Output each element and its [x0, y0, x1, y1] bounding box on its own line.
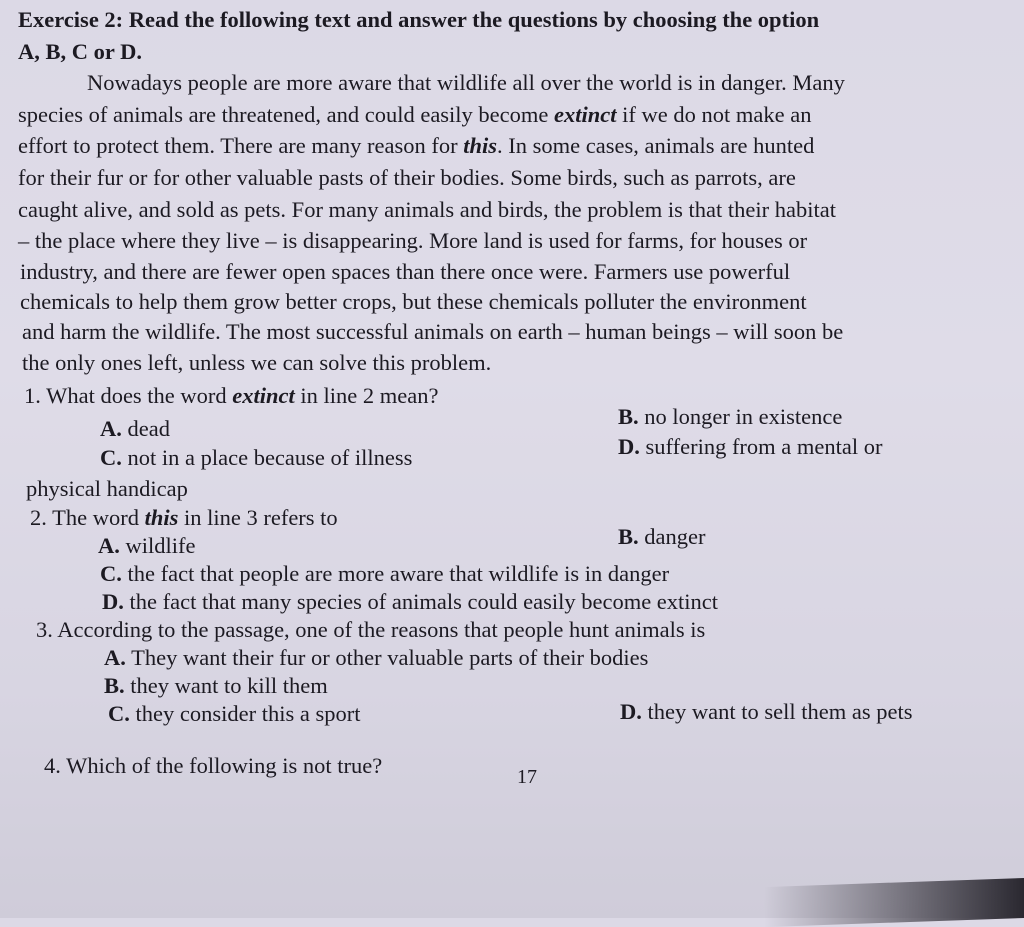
question-2 — [30, 505, 338, 531]
option-text: the fact that people are more aware that wildlife is in danger — [121, 561, 670, 586]
passage-line: – the place where they live – is disappearing. More land is used for farms, for houses or — [18, 228, 808, 253]
option-2a[interactable] — [98, 533, 195, 559]
text: 2. The word — [30, 505, 145, 530]
passage-line: for their fur or for other valuable pasts of their bodies. Some birds, such as parrots, are — [18, 165, 796, 190]
emphasis-word: extinct — [554, 102, 617, 127]
exercise-title-cont: A, B, C or D. — [18, 39, 142, 64]
option-2c[interactable] — [100, 561, 669, 587]
option-text: They want their fur or other valuable parts of their bodies — [125, 645, 649, 670]
option-letter: A. — [98, 533, 120, 558]
option-text: they consider this a sport — [129, 701, 361, 726]
passage-line: industry, and there are fewer open spaces than there once were. Farmers use powerful — [20, 259, 791, 284]
question-3: 3. According to the passage, one of the reasons that people hunt animals is — [36, 617, 706, 642]
passage-line: and harm the wildlife. The most successful animals on earth – human beings – will soon be — [22, 319, 844, 344]
question-4: 4. Which of the following is not true? — [44, 753, 383, 778]
passage-line: Nowadays people are more aware that wildlife all over the world is in danger. Many — [87, 70, 845, 95]
option-text: no longer in existence — [638, 404, 843, 429]
passage-line: caught alive, and sold as pets. For many animals and birds, the problem is that their habitat — [18, 197, 836, 222]
option-1a[interactable] — [100, 416, 170, 442]
text: 1. What does the word — [24, 383, 233, 408]
option-letter: D. — [102, 589, 124, 614]
text: in line 2 mean? — [294, 383, 439, 408]
passage-line: chemicals to help them grow better crops, but these chemicals polluter the environment — [20, 289, 807, 314]
option-text: the fact that many species of animals could easily become extinct — [123, 589, 719, 614]
option-1c[interactable] — [100, 445, 412, 471]
text: effort to protect them. There are many reason for — [18, 133, 464, 158]
option-text: dead — [121, 416, 170, 441]
option-2d[interactable] — [102, 589, 718, 615]
option-3c[interactable] — [108, 701, 360, 727]
passage-line: the only ones left, unless we can solve this problem. — [22, 350, 492, 375]
emphasis-word: extinct — [232, 383, 295, 408]
option-letter: D. — [618, 434, 640, 459]
option-text: they want to sell them as pets — [641, 699, 913, 724]
option-letter: A. — [100, 416, 122, 441]
text: in line 3 refers to — [178, 505, 338, 530]
question-1 — [24, 383, 439, 409]
page-number: 17 — [517, 766, 537, 788]
option-letter: D. — [620, 699, 642, 724]
emphasis-word: this — [144, 505, 179, 530]
option-1d-continuation: physical handicap — [26, 476, 188, 501]
option-letter: A. — [104, 645, 126, 670]
option-2b[interactable] — [618, 524, 705, 550]
option-3a[interactable] — [104, 645, 648, 671]
option-1d[interactable] — [618, 434, 883, 460]
option-3d[interactable] — [620, 699, 912, 725]
option-letter: C. — [100, 561, 122, 586]
option-letter: C. — [108, 701, 130, 726]
option-1b[interactable] — [618, 404, 842, 430]
passage-line — [18, 102, 811, 128]
option-3b[interactable] — [104, 673, 328, 699]
photo-shadow — [764, 878, 1024, 927]
exercise-title: Exercise 2: Read the following text and answer the questions by choosing the option — [18, 7, 820, 32]
option-text: wildlife — [119, 533, 196, 558]
text: . In some cases, animals are hunted — [497, 133, 815, 158]
option-letter: B. — [104, 673, 125, 698]
option-text: not in a place because of illness — [121, 445, 413, 470]
option-text: they want to kill them — [124, 673, 328, 698]
option-letter: B. — [618, 524, 639, 549]
text: if we do not make an — [616, 102, 812, 127]
passage-line — [18, 133, 814, 159]
option-text: danger — [638, 524, 706, 549]
option-text: suffering from a mental or — [639, 434, 883, 459]
option-letter: B. — [618, 404, 639, 429]
text: species of animals are threatened, and could easily become — [18, 102, 555, 127]
option-letter: C. — [100, 445, 122, 470]
emphasis-word: this — [463, 133, 498, 158]
